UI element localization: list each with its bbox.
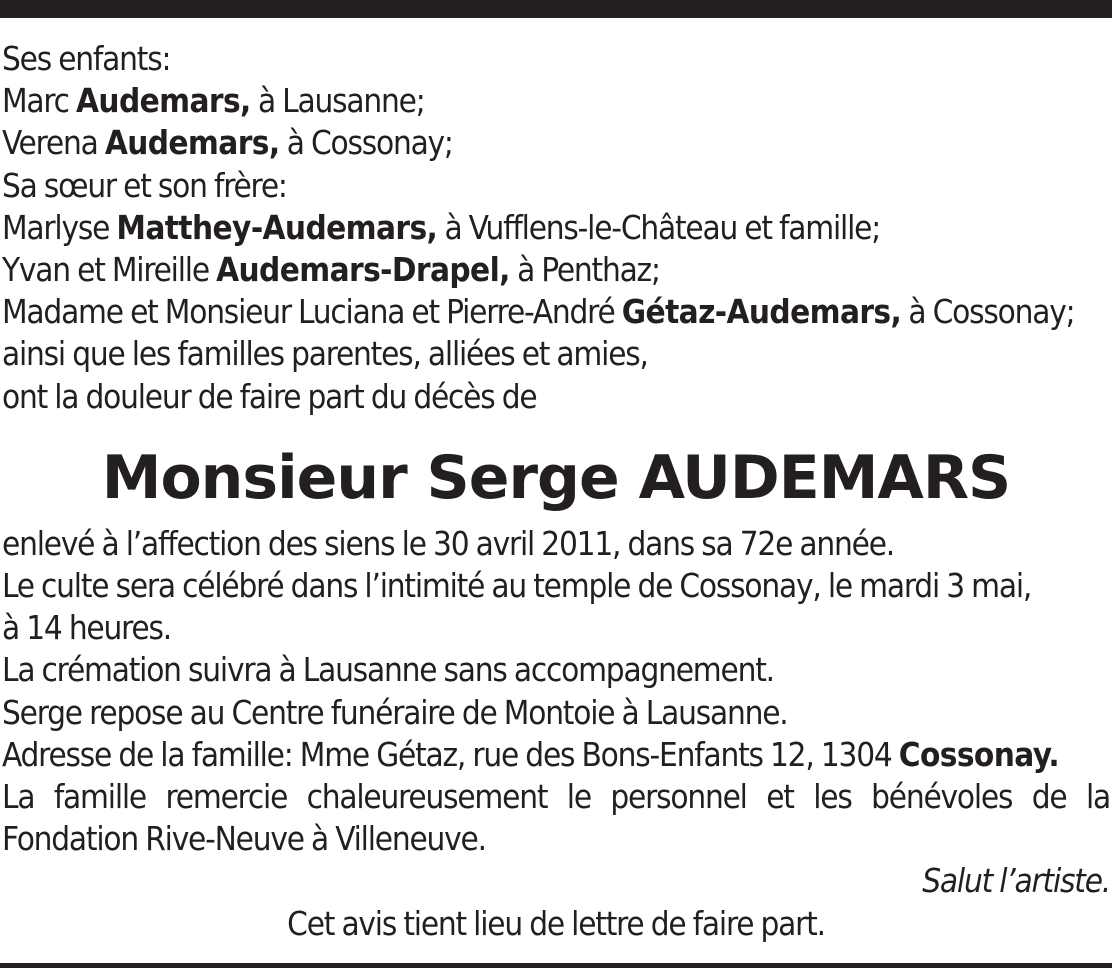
family-line: Yvan et Mireille Audemars-Drapel, à Penthaz; [2,250,660,290]
salute-line: Salut l’artiste. [922,861,1110,901]
detail-line: Le culte sera célébré dans l’intimité au temple de Cossonay, le mardi 3 mai, [2,566,1032,606]
announce-line: ont la douleur de faire part du décès de [2,376,537,416]
children-heading: Ses enfants: [2,39,171,78]
notice-line: Cet avis tient lieu de lettre de faire part. [287,903,825,943]
families-line: ainsi que les familles parentes, alliées et amies, [2,334,648,374]
thanks-line: La famille remercie chaleureusement le personnel et les bénévoles de la [2,777,1110,817]
bottom-rule [0,963,1112,968]
detail-line: à 14 heures. [2,608,171,648]
family-line: Marc Audemars, à Lausanne; [2,81,425,121]
siblings-heading: Sa sœur et son frère: [2,165,287,205]
family-line: Verena Audemars, à Cossonay; [2,123,453,163]
detail-line: La crémation suivra à Lausanne sans accompagnement. [2,650,774,690]
family-line: Madame et Monsieur Luciana et Pierre-André Gétaz-Audemars, à Cossonay; [2,292,1075,332]
thanks-line: Fondation Rive-Neuve à Villeneuve. [2,819,486,859]
obituary-notice [2,38,1110,945]
deceased-name: Monsieur Serge AUDEMARS [101,442,1011,513]
top-rule [0,0,1112,18]
detail-line: Serge repose au Centre funéraire de Montoie à Lausanne. [2,692,788,732]
address-line: Adresse de la famille: Mme Gétaz, rue des Bons-Enfants 12, 1304 Cossonay. [2,734,1060,774]
family-line: Marlyse Matthey-Audemars, à Vufflens-le-Château et famille; [2,207,881,247]
detail-line: enlevé à l’affection des siens le 30 avril 2011, dans sa 72e année. [2,523,894,563]
